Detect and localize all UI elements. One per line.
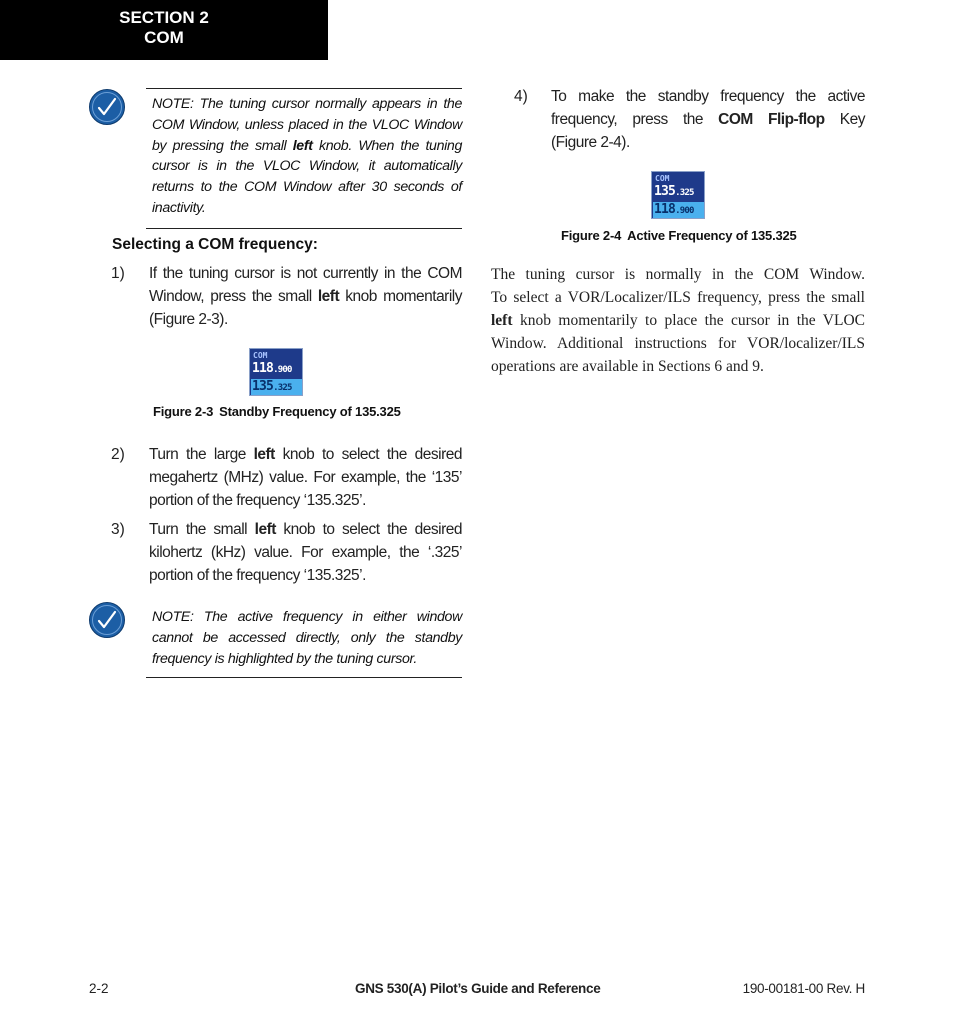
text-line: The tuning cursor is normally in the COM Window. — [491, 266, 865, 283]
section-title: COM — [144, 28, 184, 47]
figure-caption — [153, 403, 401, 421]
step-text — [149, 262, 462, 331]
step-text — [551, 85, 865, 154]
bold-term: left — [491, 312, 513, 329]
text-line: NOTE: The active frequency in either window — [152, 609, 462, 625]
active-khz: .325 — [675, 188, 694, 198]
active-mhz: 118 — [252, 361, 274, 376]
step-number: 1) — [111, 265, 125, 282]
caption-title: Standby Frequency of 135.325 — [219, 404, 401, 419]
note-box — [146, 88, 462, 229]
text-line: left knob momentarily to place the cursor in the VLOC — [491, 312, 865, 329]
text-line: (Figure 2-4). — [551, 134, 630, 151]
active-khz: .900 — [273, 365, 292, 375]
body-paragraph — [491, 263, 865, 378]
section-heading: Selecting a COM frequency: — [112, 236, 318, 253]
text-line: by pressing the small left knob. When the tuning — [152, 137, 462, 154]
caption-title: Active Frequency of 135.325 — [627, 228, 797, 243]
text-line: (Figure 2-3). — [149, 311, 228, 328]
note-text — [152, 607, 462, 669]
text-line: frequency is highlighted by the tuning cursor. — [152, 650, 417, 667]
active-frequency — [252, 361, 292, 376]
caption-number: Figure 2-4 — [561, 228, 622, 243]
text-line: returns to the COM Window after 30 seconds of — [152, 179, 462, 196]
active-frequency — [654, 184, 694, 199]
text-line: Window. Additional instructions for VOR/localizer/ILS — [491, 335, 865, 352]
text-line: frequency, press the COM Flip-flop Key — [551, 111, 865, 128]
text-line: Turn the large left knob to select the desired — [149, 446, 462, 463]
page-number: 2-2 — [89, 981, 109, 996]
step-text — [149, 443, 462, 512]
text-line: megahertz (MHz) value. For example, the ‘135’ — [149, 469, 462, 486]
com-label: COM — [655, 174, 670, 183]
text-line: If the tuning cursor is not currently in the COM — [149, 265, 462, 282]
text-line: inactivity. — [152, 199, 206, 216]
bold-term: left — [317, 288, 340, 305]
com-window-display — [651, 171, 705, 219]
standby-khz: .325 — [273, 383, 292, 393]
text-line: Turn the small left knob to select the desired — [149, 521, 462, 538]
text-line: NOTE: The tuning cursor normally appears in the — [152, 96, 462, 112]
bold-term: left — [254, 521, 276, 538]
caption-number: Figure 2-3 — [153, 404, 214, 419]
figure-caption — [561, 227, 797, 245]
document-title: GNS 530(A) Pilot’s Guide and Reference — [355, 981, 601, 996]
note-text — [152, 94, 462, 219]
text-line: kilohertz (kHz) value. For example, the ‘.325’ — [149, 544, 462, 561]
standby-khz: .900 — [675, 206, 694, 216]
note-box — [146, 601, 462, 678]
step-text — [149, 518, 462, 587]
document-number: 190-00181-00 Rev. H — [742, 981, 865, 996]
com-window-display — [249, 348, 303, 396]
text-line: To select a VOR/Localizer/ILS frequency, press the small — [491, 289, 865, 306]
standby-frequency-highlighted — [653, 202, 704, 218]
text-line: portion of the frequency ‘135.325’. — [149, 492, 366, 509]
section-tab — [0, 0, 328, 60]
step-number: 2) — [111, 446, 125, 463]
text-line: cursor is in the VLOC Window, it automatically — [152, 158, 462, 175]
text-line: operations are available in Sections 6 and 9. — [491, 358, 764, 375]
text-line: Window, press the small left knob momentarily — [149, 288, 462, 305]
checkmark-icon — [89, 602, 125, 638]
standby-mhz: 118 — [654, 202, 676, 217]
step-number: 4) — [514, 88, 528, 105]
section-label: SECTION 2 — [119, 8, 209, 27]
active-mhz: 135 — [654, 184, 676, 199]
bold-term: left — [253, 446, 275, 463]
text-line: COM Window, unless placed in the VLOC Window — [152, 116, 462, 133]
standby-mhz: 135 — [252, 379, 274, 394]
com-label: COM — [253, 351, 268, 360]
step-number: 3) — [111, 521, 125, 538]
text-line: portion of the frequency ‘135.325’. — [149, 567, 366, 584]
text-line: To make the standby frequency the active — [551, 88, 865, 105]
text-line: cannot be accessed directly, only the standby — [152, 629, 462, 646]
standby-frequency-highlighted — [251, 379, 302, 395]
checkmark-icon — [89, 89, 125, 125]
bold-term: left — [292, 137, 313, 154]
bold-term: COM Flip-flop — [718, 111, 825, 128]
